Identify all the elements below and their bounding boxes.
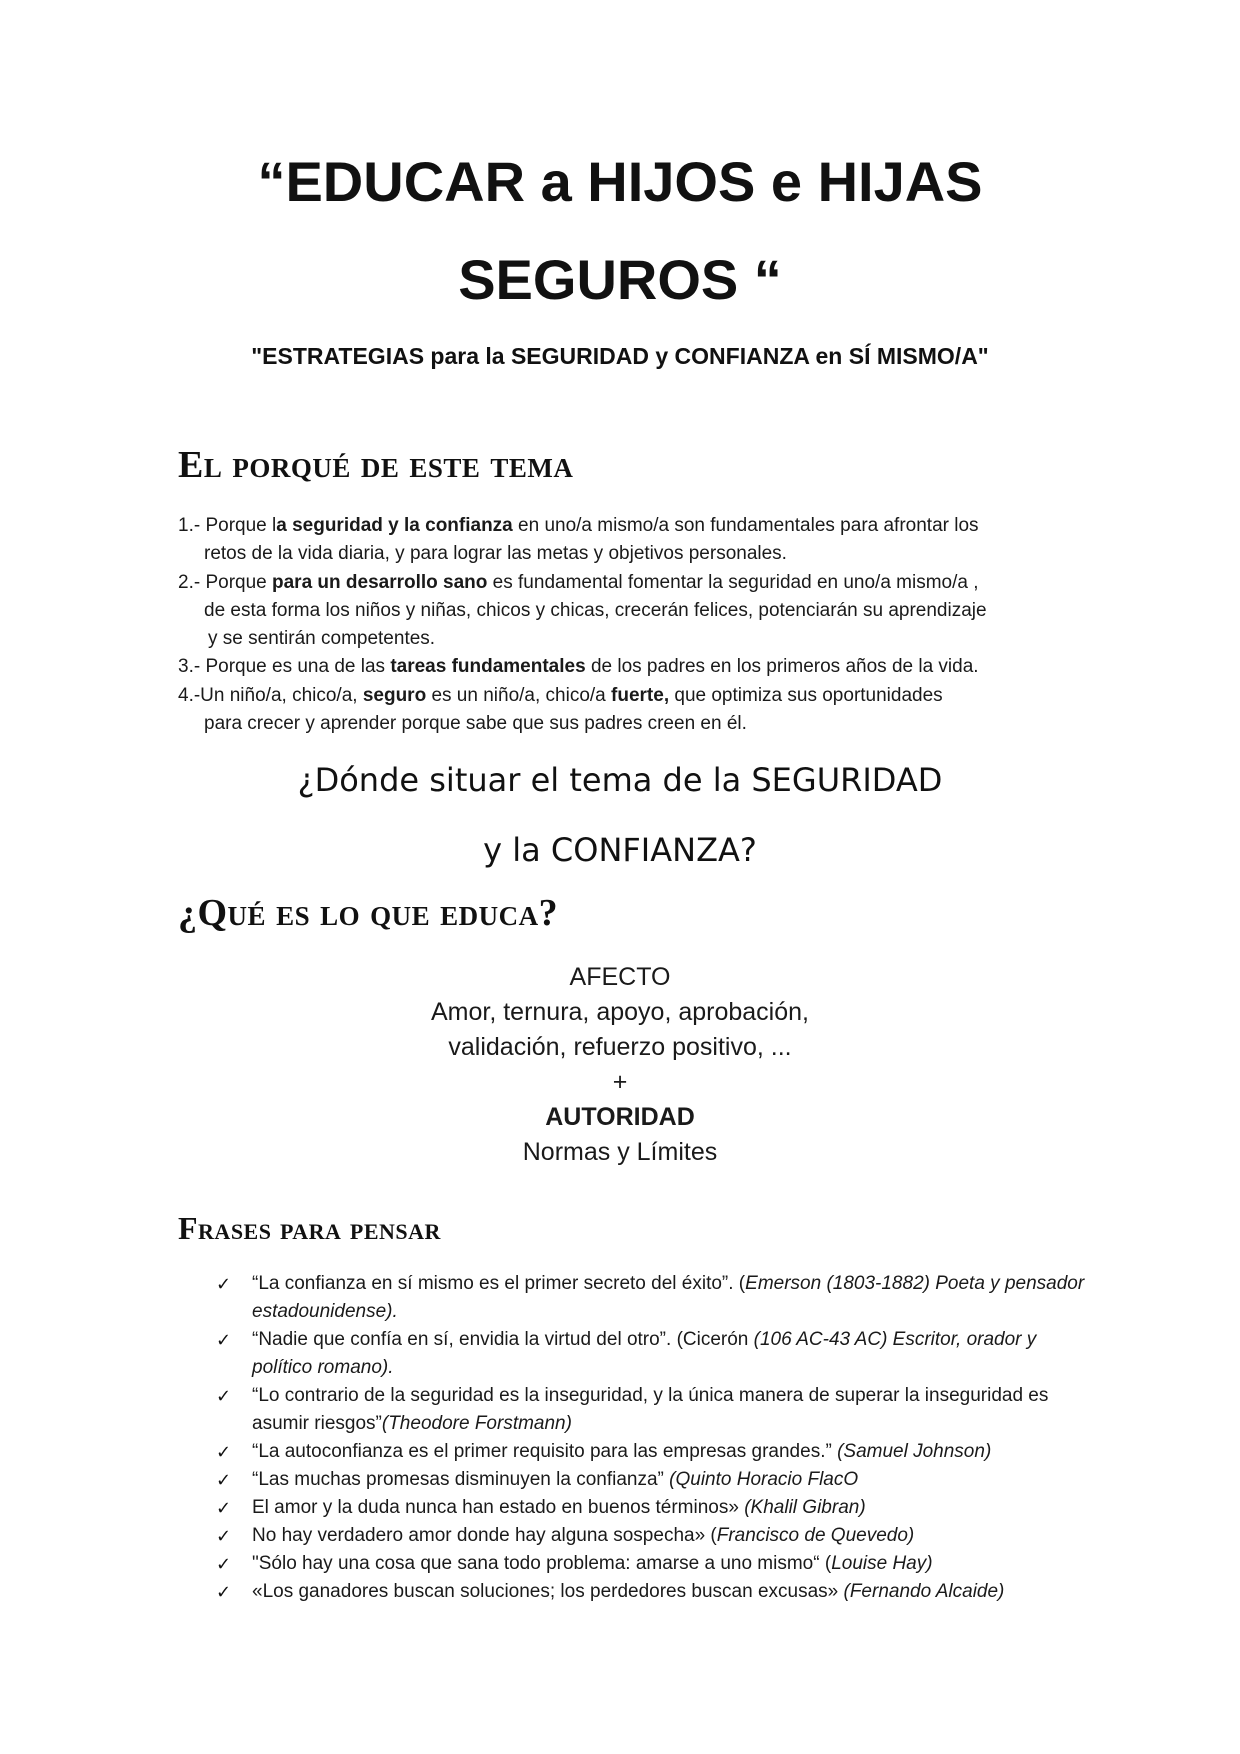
quote-author: (Theodore Forstmann) <box>381 1413 572 1434</box>
reason-text: 2.- Porque <box>178 571 272 593</box>
section-heading-que-educa: ¿Qué es lo que educa? <box>178 892 559 934</box>
reason-bold: seguro <box>362 684 427 706</box>
afecto-autoridad-block <box>0 960 1240 1170</box>
quote-author: (Khalil Gibran) <box>744 1497 866 1518</box>
quote-item <box>216 1270 1086 1326</box>
reason-text: 1.- Porque l <box>178 515 277 536</box>
reason-bold: fuerte, <box>611 684 670 706</box>
check-icon: ✓ <box>216 1554 232 1574</box>
afecto-line1: Amor, ternura, apoyo, aprobación, <box>430 998 809 1026</box>
quote-item <box>216 1438 1086 1466</box>
check-icon: ✓ <box>216 1442 232 1462</box>
reason-bold: a seguridad y la confianza <box>276 515 513 536</box>
reason-continuation: de esta forma los niños y niñas, chicos y chicas, crecerán felices, potenciarán su aprendizaje <box>204 599 987 621</box>
afecto-heading: AFECTO <box>569 963 671 991</box>
reason-item <box>178 682 1078 739</box>
quote-item <box>216 1494 1086 1522</box>
quote-text: El amor y la duda nunca han estado en buenos términos» <box>252 1497 745 1518</box>
quote-author: (106 AC-43 AC) Escritor, orador y político romano). <box>252 1329 1037 1378</box>
document-title-line1: “EDUCAR a HIJOS e HIJAS <box>257 150 983 213</box>
reason-bold: tareas fundamentales <box>390 656 586 678</box>
plus-sign: + <box>612 1068 628 1096</box>
quote-text: “Lo contrario de la seguridad es la inseguridad, y la única manera de superar la inseguridad es asumir riesgos” <box>252 1385 1049 1434</box>
document-subtitle: "ESTRATEGIAS para la SEGURIDAD y CONFIANZA en SÍ MISMO/A" <box>251 343 989 369</box>
reason-item <box>178 569 1078 654</box>
reason-text: en uno/a mismo/a son fundamentales para afrontar los <box>512 515 979 536</box>
afecto-line2: validación, refuerzo positivo, ... <box>448 1033 792 1061</box>
reason-continuation: retos de la vida diaria, y para lograr las metas y objetivos personales. <box>204 543 787 565</box>
reason-continuation: para crecer y aprender porque sabe que sus padres creen en él. <box>204 713 747 735</box>
quotes-list <box>216 1270 1086 1606</box>
quote-item <box>216 1326 1086 1382</box>
quote-text: “La confianza en sí mismo es el primer secreto del éxito”. ( <box>252 1273 746 1294</box>
check-icon: ✓ <box>216 1498 232 1518</box>
autoridad-line: Normas y Límites <box>522 1138 718 1166</box>
quote-text: No hay verdadero amor donde hay alguna sospecha» ( <box>252 1525 717 1546</box>
section-heading-porque: El porqué de este tema <box>178 444 574 486</box>
quote-author: Emerson (1803-1882) Poeta y pensador estadounidense). <box>252 1273 1085 1322</box>
quote-author: Francisco de Quevedo) <box>716 1525 915 1546</box>
quote-item <box>216 1578 1086 1606</box>
document-title-line2: SEGUROS “ <box>458 248 782 311</box>
reason-bold: para un desarrollo sano <box>272 571 488 593</box>
reason-item <box>178 653 1078 681</box>
quote-item <box>216 1550 1086 1578</box>
reason-text: es un niño/a, chico/a <box>426 684 612 706</box>
reason-text: de los padres en los primeros años de la vida. <box>585 656 979 678</box>
quote-text: «Los ganadores buscan soluciones; los perdedores buscan excusas» <box>252 1581 844 1602</box>
check-icon: ✓ <box>216 1274 232 1294</box>
quote-item <box>216 1522 1086 1550</box>
reasons-list <box>178 512 1078 738</box>
reason-text: 4.-Un niño/a, chico/a, <box>178 684 363 706</box>
reason-text: es fundamental fomentar la seguridad en uno/a mismo/a , <box>487 571 979 593</box>
quote-item <box>216 1466 1086 1494</box>
quote-text: "Sólo hay una cosa que sana todo problema: amarse a uno mismo“ ( <box>252 1553 832 1574</box>
check-icon: ✓ <box>216 1526 232 1546</box>
reason-text: 3.- Porque es una de las <box>178 656 391 678</box>
quote-text: “Las muchas promesas disminuyen la confianza” <box>252 1469 670 1490</box>
section-heading-frases: Frases para pensar <box>178 1210 441 1246</box>
quote-author: (Fernando Alcaide) <box>843 1581 1005 1602</box>
autoridad-heading: AUTORIDAD <box>545 1103 695 1131</box>
quote-author: (Quinto Horacio FlacO <box>669 1469 859 1490</box>
question-line1: ¿Dónde situar el tema de la SEGURIDAD <box>297 761 943 799</box>
check-icon: ✓ <box>216 1470 232 1490</box>
quote-item <box>216 1382 1086 1438</box>
quote-text: “La autoconfianza es el primer requisito para las empresas grandes.” <box>252 1441 838 1462</box>
quote-author: (Samuel Johnson) <box>837 1441 992 1462</box>
reason-text: que optimiza sus oportunidades <box>669 684 943 706</box>
check-icon: ✓ <box>216 1386 232 1406</box>
reason-item <box>178 512 1078 569</box>
quote-author: Louise Hay) <box>831 1553 933 1574</box>
quote-text: “Nadie que confía en sí, envidia la virtud del otro”. (Cicerón <box>252 1329 754 1350</box>
check-icon: ✓ <box>216 1330 232 1350</box>
reason-continuation: y se sentirán competentes. <box>208 628 436 650</box>
question-line2: y la CONFIANZA? <box>483 831 757 869</box>
check-icon: ✓ <box>216 1582 232 1602</box>
